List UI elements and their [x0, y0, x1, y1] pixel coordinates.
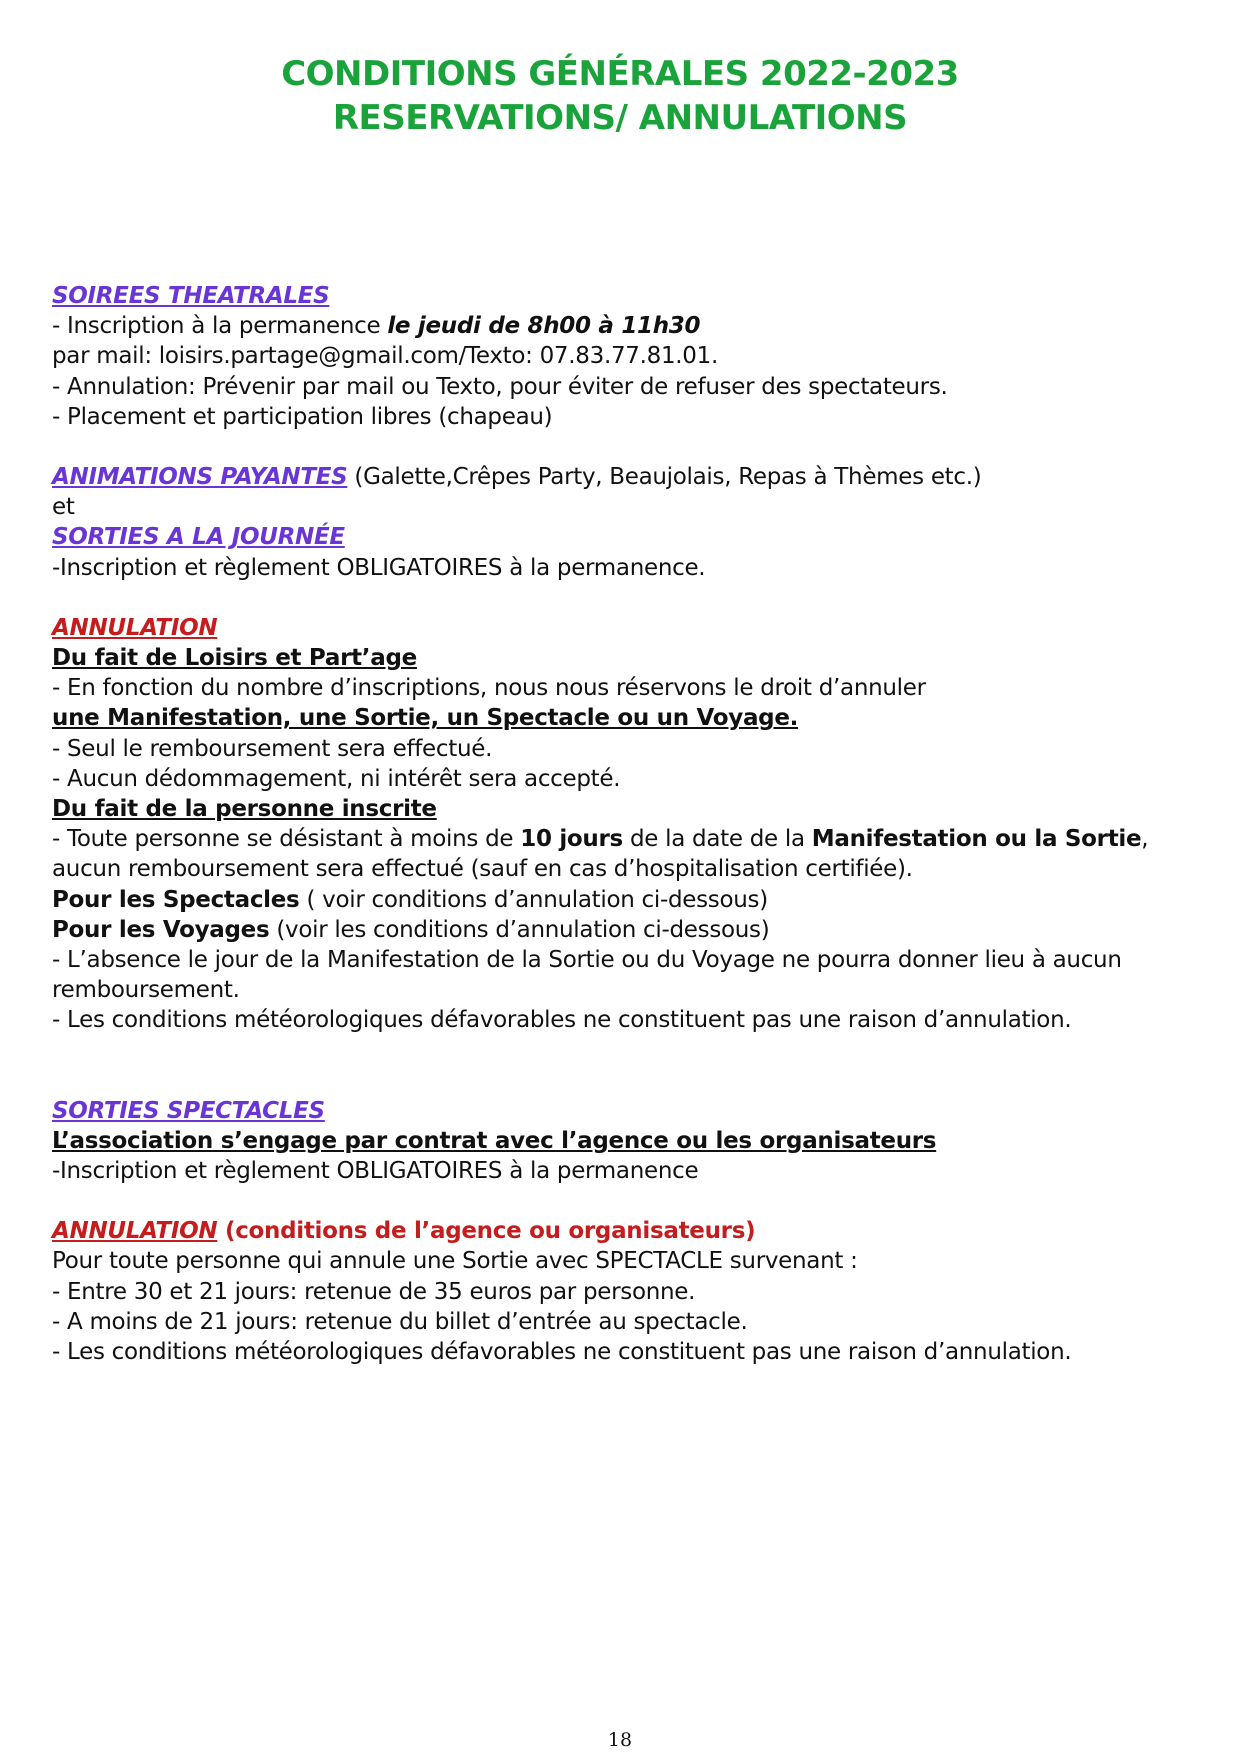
- spectacles-contract: L’association s’engage par contrat avec l’agence ou les organisateurs: [52, 1127, 937, 1154]
- section-heading-soirees: SOIREES THEATRALES: [52, 283, 330, 309]
- person-line-1-a: - Toute personne se désistant à moins de: [52, 826, 521, 853]
- person-line-2: aucun remboursement sera effectué (sauf en cas d’hospitalisation certifiée).: [52, 856, 913, 883]
- person-line-1-e: ,: [1141, 826, 1149, 853]
- person-line-1-c: de la date de la: [622, 826, 812, 853]
- spectacles-inscription: -Inscription et règlement OBLIGATOIRES à la permanence: [52, 1158, 699, 1185]
- page-number: 18: [607, 1729, 633, 1751]
- absence-line-1: - L’absence le jour de la Manifestation de la Sortie ou du Voyage ne pourra donner lieu à aucun: [52, 947, 1122, 974]
- page-title: CONDITIONS GÉNÉRALES 2022-2023: [281, 54, 959, 94]
- spectacles-note: [52, 885, 1172, 915]
- spectacles-text: ( voir conditions d’annulation ci-dessous): [299, 886, 768, 913]
- spectacles-line-4: - Les conditions météorologiques défavorables ne constituent pas une raison d’annulation.: [52, 1339, 1072, 1366]
- animations-inscription: -Inscription et règlement OBLIGATOIRES à la permanence.: [52, 554, 706, 581]
- spectacles-label: Pour les Spectacles: [52, 886, 300, 913]
- animations-examples: (Galette,Crêpes Party, Beaujolais, Repas à Thèmes etc.): [347, 464, 982, 491]
- section-heading-spectacles-annulation: ANNULATION: [52, 1218, 218, 1245]
- section-heading-annulation: ANNULATION: [52, 614, 218, 641]
- animations-conjunction: et: [52, 494, 75, 521]
- soirees-contact: par mail: loisirs.partage@gmail.com/Texto: 07.83.77.81.01.: [52, 343, 718, 370]
- soirees-inscription-text: - Inscription à la permanence: [52, 313, 388, 340]
- page-subtitle: RESERVATIONS/ ANNULATIONS: [332, 98, 908, 138]
- spectacles-line-2: - Entre 30 et 21 jours: retenue de 35 euros par personne.: [52, 1278, 696, 1305]
- section-heading-animations: ANIMATIONS PAYANTES: [52, 464, 348, 491]
- document-body: [52, 281, 1172, 1367]
- voyages-text: (voir les conditions d’annulation ci-dessous): [269, 916, 770, 943]
- absence-line-2: remboursement.: [52, 977, 240, 1004]
- spectacles-line-3: - A moins de 21 jours: retenue du billet d’entrée au spectacle.: [52, 1308, 748, 1335]
- spectacles-annulation-sub: (conditions de l’agence ou organisateurs): [217, 1218, 756, 1245]
- meteo-line: - Les conditions météorologiques défavorables ne constituent pas une raison d’annulation.: [52, 1007, 1072, 1034]
- soirees-annulation: - Annulation: Prévenir par mail ou Texto, pour éviter de refuser des spectateurs.: [52, 373, 948, 400]
- organizer-line-4: - Aucun dédommagement, ni intérêt sera accepté.: [52, 765, 621, 792]
- section-heading-sorties-journee: SORTIES A LA JOURNÉE: [52, 524, 345, 551]
- person-line-1-event: Manifestation ou la Sortie: [811, 826, 1142, 853]
- organizer-line-3: - Seul le remboursement sera effectué.: [52, 735, 493, 762]
- voyages-label: Pour les Voyages: [52, 916, 270, 943]
- subheading-person: Du fait de la personne inscrite: [52, 796, 437, 823]
- spectacles-line-1: Pour toute personne qui annule une Sortie avec SPECTACLE survenant :: [52, 1248, 858, 1275]
- person-line-1-days: 10 jours: [520, 826, 623, 853]
- organizer-line-1: - En fonction du nombre d’inscriptions, nous nous réservons le droit d’annuler: [52, 675, 926, 702]
- soirees-inscription-time: le jeudi de 8h00 à 11h30: [387, 313, 701, 340]
- person-line-1: [52, 824, 1172, 854]
- voyages-note: [52, 915, 1172, 945]
- section-heading-spectacles: SORTIES SPECTACLES: [52, 1097, 325, 1124]
- organizer-line-2: une Manifestation, une Sortie, un Spectacle ou un Voyage.: [52, 705, 799, 732]
- soirees-inscription: [52, 311, 1172, 341]
- soirees-placement: - Placement et participation libres (chapeau): [52, 403, 553, 430]
- subheading-organizer: Du fait de Loisirs et Part’age: [52, 645, 417, 672]
